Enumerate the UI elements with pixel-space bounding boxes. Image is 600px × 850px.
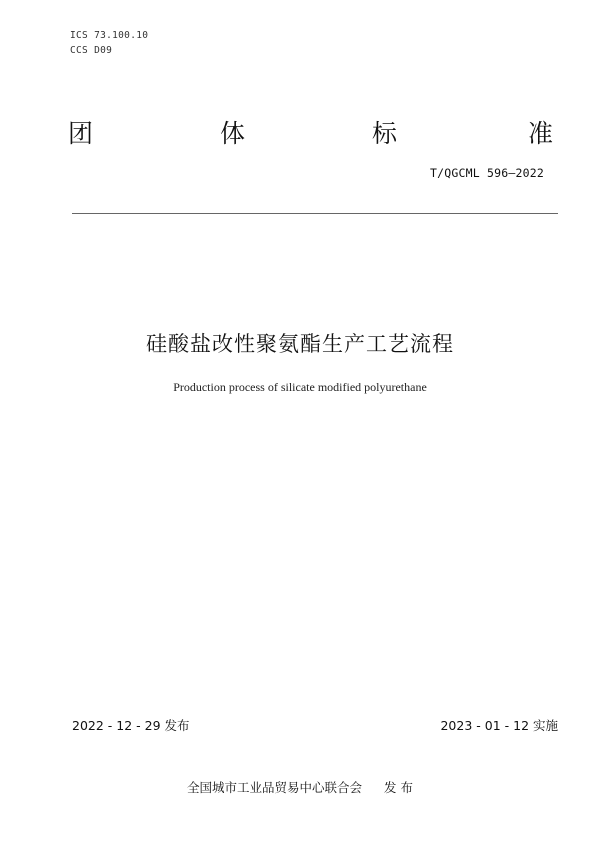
standard-type-char: 准 [528,119,554,148]
standard-type-char: 体 [220,119,246,148]
title-english: Production process of silicate modified polyurethane [173,380,427,394]
standard-number: T/QGCML 596—2022 [430,166,544,180]
publish-action: 发 布 [384,780,413,795]
implementation-date: 2023 - 01 - 12 实施 [440,718,558,733]
issue-date: 2022 - 12 - 29 发布 [72,718,190,733]
publisher-line [0,778,600,796]
title-chinese: 硅酸盐改性聚氨酯生产工艺流程 [146,332,454,356]
ccs-code: CCS D09 [70,45,113,56]
standard-type-char: 团 [68,119,94,148]
standard-type-char: 标 [372,119,398,148]
header-divider [72,213,558,214]
publisher-name: 全国城市工业品贸易中心联合会 [187,780,363,795]
ics-code: ICS 73.100.10 [70,30,149,41]
